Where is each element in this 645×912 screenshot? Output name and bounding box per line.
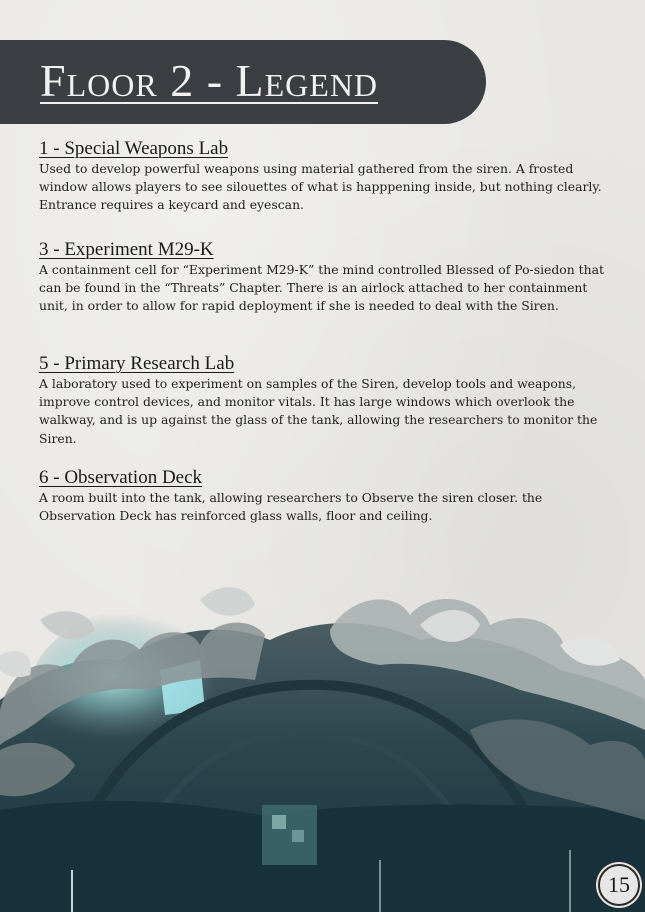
entry-heading: 5 - Primary Research Lab — [39, 353, 235, 374]
underwater-tank-illustration — [0, 560, 645, 912]
structure-block — [292, 830, 304, 842]
entry-heading: 3 - Experiment M29-K — [39, 239, 214, 260]
legend-entry-6 — [39, 467, 609, 525]
entry-body: A room built into the tank, allowing researchers to Observe the siren closer. the Observation Deck has reinforced glass walls, floor and ceiling. — [39, 490, 543, 524]
structure-block — [262, 805, 317, 865]
entry-body: Used to develop powerful weapons using material gathered from the siren. A frosted window allows players to see silouettes of what is happpening inside, but nothing clearly. Entrance requires a keycard and eyescan. — [39, 161, 602, 213]
entry-body: A containment cell for “Experiment M29-K” the mind controlled Blessed of Po-siedon that can be found in the “Threats” Chapter. There is an airlock attached to her containment unit, in order to allow for rapid deployment if she is needed to deal with the Siren. — [39, 262, 605, 314]
legend-entry-1 — [39, 138, 609, 215]
page-number-badge: 15 — [598, 864, 640, 906]
page-title: Floor 2 - Legend — [40, 55, 379, 106]
legend-entry-3 — [39, 239, 609, 316]
structure-block — [272, 815, 286, 829]
entry-body: A laboratory used to experiment on samples of the Siren, develop tools and weapons, improve control devices, and monitor vitals. It has large windows which overlook the walkway, and is up against the glass of the tank, allowing the researchers to monitor the Siren. — [39, 376, 598, 446]
entry-heading: 1 - Special Weapons Lab — [39, 138, 229, 159]
legend-entry-5 — [39, 353, 609, 448]
deep-water — [0, 801, 645, 912]
title-banner — [0, 40, 486, 124]
foam-cloud — [0, 651, 31, 677]
foam-cloud — [40, 611, 95, 639]
entry-heading: 6 - Observation Deck — [39, 467, 203, 488]
